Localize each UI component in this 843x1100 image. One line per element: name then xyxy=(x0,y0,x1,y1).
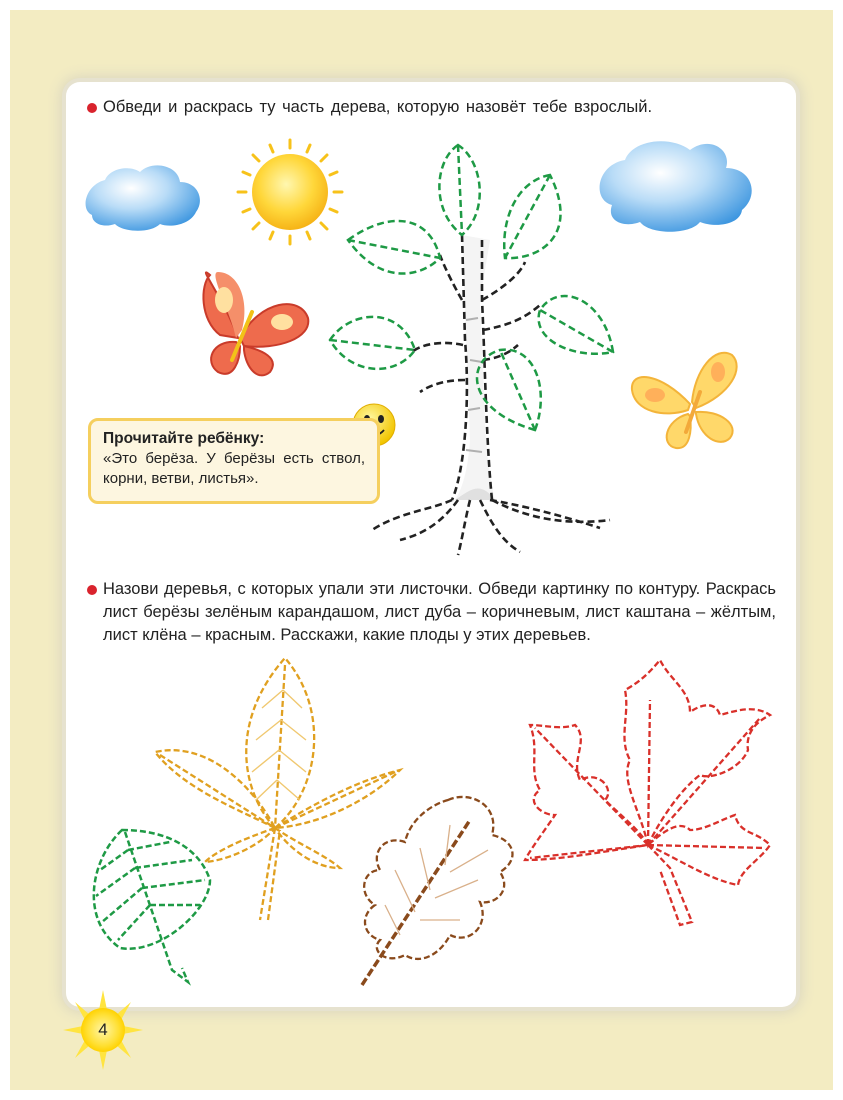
cloud-left xyxy=(86,165,200,230)
oak-leaf xyxy=(362,797,512,985)
chestnut-veins xyxy=(252,690,306,800)
cloud-right xyxy=(600,141,752,231)
butterfly-yellow-icon xyxy=(632,353,737,448)
maple-leaf xyxy=(525,660,770,925)
butterfly-red-icon xyxy=(203,272,308,375)
sun-icon xyxy=(238,140,342,244)
task-1-instruction: Обведи и раскрась ту часть дерева, которую назовёт тебе взрослый. xyxy=(103,98,653,116)
task-2-instruction: Назови деревья, с которых упали эти листочки. Обведи картинку по контуру. Раскрась лист берёзы зелёным карандашом, лист дуба – коричневым, лист каштана – жёлтым, лист клёна – красным. Расскажи, какие плоды у этих деревьев. xyxy=(103,580,776,644)
birch-leaf xyxy=(94,830,210,982)
task-bullet xyxy=(87,103,97,113)
birch-trunk xyxy=(372,235,610,555)
task-bullet xyxy=(87,585,97,595)
note-box xyxy=(88,418,380,504)
note-title: Прочитайте ребёнку: xyxy=(103,430,265,447)
note-text: «Это берёза. У берёзы есть ствол, корни, ветви, листья». xyxy=(103,450,365,487)
page-number: 4 xyxy=(98,1020,108,1039)
